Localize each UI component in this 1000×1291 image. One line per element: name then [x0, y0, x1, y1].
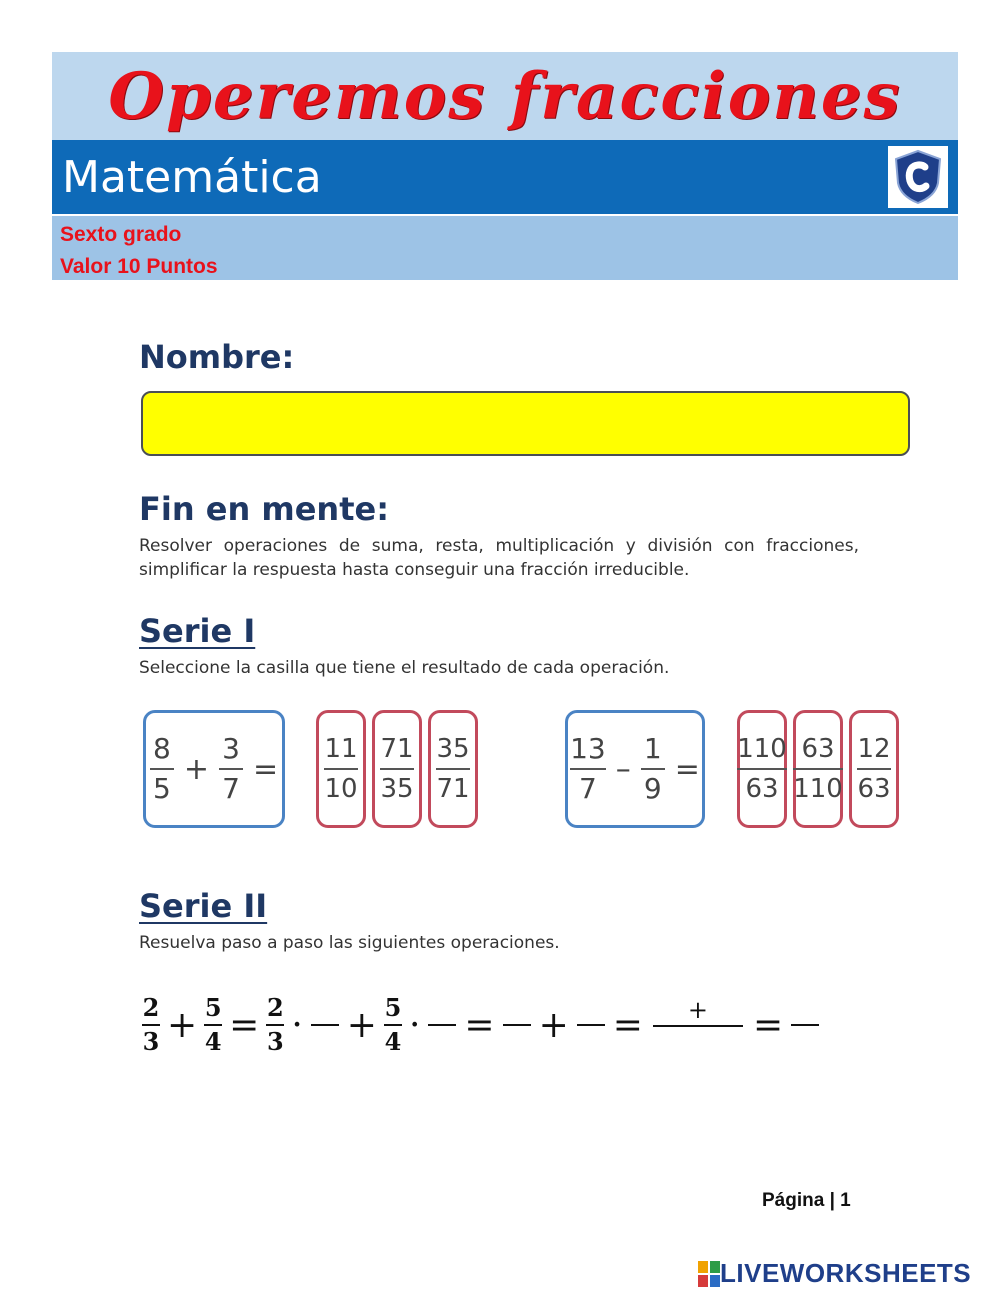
denominator: 3 [266, 1027, 284, 1056]
serie-1-heading: Serie I [139, 612, 256, 650]
brand-label: LIVEWORKSHEETS [720, 1258, 972, 1288]
serie-1-instruction: Seleccione la casilla que tiene el resultado de cada operación. [139, 658, 670, 678]
numerator: 8 [152, 732, 171, 765]
numerator: 11 [324, 734, 358, 764]
operator: + [183, 751, 209, 787]
liveworksheets-logo [698, 1258, 971, 1289]
answer-option[interactable] [737, 710, 787, 828]
fraction [142, 994, 160, 1056]
answer-option[interactable] [849, 710, 899, 828]
operator: – [615, 751, 631, 787]
problem-1-box [143, 710, 285, 828]
answer-blank[interactable] [503, 1024, 531, 1026]
plus-sign: + [346, 1004, 377, 1046]
answer-blank[interactable] [428, 1024, 456, 1026]
fraction [204, 994, 222, 1056]
denominator: 35 [380, 774, 414, 804]
serie-2-heading: Serie II [139, 887, 268, 925]
numerator: 13 [570, 732, 606, 765]
numerator: 35 [436, 734, 470, 764]
value-label: Valor 10 Puntos [60, 255, 218, 278]
nombre-label: Nombre: [139, 338, 295, 376]
denominator: 63 [745, 774, 779, 804]
school-logo [888, 146, 948, 208]
denominator: 4 [204, 1027, 222, 1056]
numerator: 3 [222, 732, 240, 765]
answer-option[interactable] [316, 710, 366, 828]
answer-blank[interactable] [791, 1024, 819, 1026]
numerator: 5 [384, 993, 402, 1022]
numerator: 71 [380, 734, 414, 764]
plus-sign: + [538, 1004, 569, 1046]
liveworksheets-icon [698, 1261, 720, 1287]
dot-sign: · [291, 1004, 303, 1046]
header-subject-bar [52, 140, 958, 214]
denominator: 7 [579, 772, 597, 805]
step-equation [139, 985, 823, 1065]
numerator: 1 [643, 732, 662, 765]
denominator: 71 [436, 774, 470, 804]
equals-sign: = [752, 1004, 784, 1046]
serie-2-instruction: Resuelva paso a paso las siguientes operaciones. [139, 933, 560, 953]
numerator: 110 [737, 734, 787, 764]
answer-option[interactable] [372, 710, 422, 828]
denominator: 5 [152, 772, 171, 805]
answer-option[interactable] [428, 710, 478, 828]
shield-c-icon [892, 149, 944, 205]
equals-sign: = [674, 751, 700, 787]
fraction [150, 732, 174, 806]
dot-sign: · [408, 1004, 421, 1046]
numerator: 5 [204, 993, 222, 1022]
answer-blank[interactable] [577, 1024, 605, 1026]
numerator: 2 [142, 993, 160, 1022]
denominator: 3 [142, 1027, 160, 1056]
denominator: 63 [857, 774, 891, 804]
numerator: 2 [266, 993, 284, 1022]
grade-label: Sexto grado [60, 223, 182, 246]
equals-sign: = [464, 1004, 495, 1046]
answer-option[interactable] [793, 710, 843, 828]
equals-sign: = [253, 751, 279, 787]
header-info-band [52, 216, 958, 280]
problem-2-box [565, 710, 705, 828]
answer-blank-wide[interactable] [653, 997, 743, 1053]
equals-sign: = [612, 1004, 643, 1046]
denominator: 110 [793, 774, 843, 804]
denominator: 9 [643, 772, 662, 805]
fraction [384, 994, 402, 1056]
name-input[interactable] [141, 391, 910, 456]
numerator: 63 [801, 734, 835, 764]
page-number: Página | 1 [762, 1190, 851, 1211]
denominator: 10 [324, 774, 358, 804]
fraction [219, 732, 243, 806]
fraction [570, 732, 606, 806]
equals-sign: = [229, 1004, 260, 1046]
page-title: Operemos fracciones [108, 58, 902, 134]
fraction [266, 994, 284, 1056]
denominator: 7 [222, 772, 240, 805]
plus-sign: + [687, 996, 708, 1024]
fin-label: Fin en mente: [139, 490, 389, 528]
fraction [641, 732, 665, 806]
numerator: 12 [857, 734, 891, 764]
plus-sign: + [167, 1004, 198, 1046]
subject-label: Matemática [62, 151, 322, 203]
fin-text: Resolver operaciones de suma, resta, multiplicación y división con fracciones, simplificar la respuesta hasta conseguir una fracción irreducible. [139, 536, 859, 580]
header-title-band [52, 52, 958, 140]
answer-blank[interactable] [311, 1024, 339, 1026]
denominator: 4 [384, 1027, 402, 1056]
